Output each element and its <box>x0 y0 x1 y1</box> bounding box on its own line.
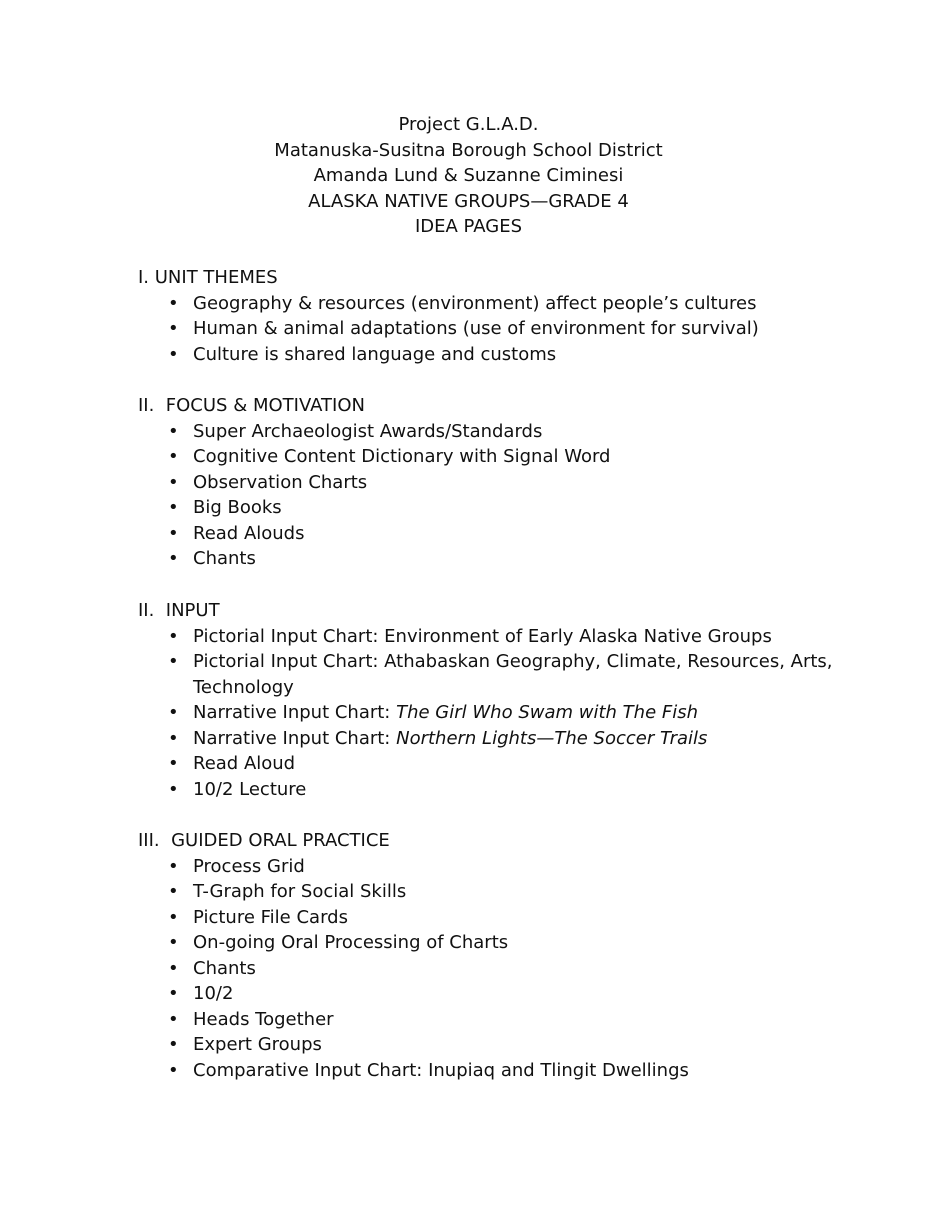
item-text: Pictorial Input Chart: Environment of Early Alaska Native Groups <box>193 625 772 647</box>
bullet-icon: • <box>168 292 179 314</box>
bullet-icon: • <box>168 906 179 928</box>
item-text: Comparative Input Chart: Inupiaq and Tlingit Dwellings <box>193 1059 689 1081</box>
header-page-title: IDEA PAGES <box>414 216 523 237</box>
bullet-icon: • <box>168 1034 179 1055</box>
item-text: Read Aloud <box>193 753 296 774</box>
header-unit-title: ALASKA NATIVE GROUPS—GRADE 4 <box>308 190 629 212</box>
bullet-list <box>138 854 898 1084</box>
list-item <box>138 1007 898 1033</box>
section-input <box>138 598 898 802</box>
bullet-icon: • <box>168 420 179 442</box>
list-item <box>138 291 898 317</box>
list-item <box>138 342 898 368</box>
list-item <box>138 777 898 803</box>
item-text: Picture File Cards <box>193 906 348 928</box>
section-guided-oral-practice <box>138 828 898 1083</box>
list-item <box>138 649 898 700</box>
list-item <box>138 930 898 956</box>
item-text: Cognitive Content Dictionary with Signal Word <box>193 446 611 467</box>
list-item <box>138 726 898 752</box>
story-title: Northern Lights—The Soccer Trails <box>396 727 708 749</box>
section-focus-motivation <box>138 393 898 572</box>
list-item <box>138 1058 898 1084</box>
list-item <box>138 854 898 880</box>
bullet-icon: • <box>168 702 179 723</box>
item-text: On-going Oral Processing of Charts <box>193 932 509 953</box>
bullet-icon: • <box>168 318 179 339</box>
bullet-icon: • <box>168 625 179 647</box>
bullet-icon: • <box>168 957 179 979</box>
bullet-icon: • <box>168 932 179 953</box>
list-item <box>138 521 898 547</box>
list-item <box>138 751 898 777</box>
list-item <box>138 879 898 905</box>
document-header <box>0 112 937 240</box>
list-item <box>138 470 898 496</box>
header-authors: Amanda Lund & Suzanne Ciminesi <box>313 165 624 186</box>
bullet-icon: • <box>168 753 179 774</box>
bullet-icon: • <box>168 522 179 544</box>
item-text: Narrative Input Chart: <box>193 727 397 749</box>
bullet-icon: • <box>168 881 179 902</box>
bullet-icon: • <box>168 548 179 569</box>
item-text: T-Graph for Social Skills <box>193 881 407 902</box>
bullet-icon: • <box>168 497 179 518</box>
list-item <box>138 981 898 1007</box>
item-text: Chants <box>193 548 256 569</box>
item-text: Pictorial Input Chart: Athabaskan Geography, Climate, Resources, Arts, Technology <box>193 651 833 698</box>
item-text: Super Archaeologist Awards/Standards <box>193 420 543 442</box>
item-text: Chants <box>193 957 256 979</box>
list-item <box>138 546 898 572</box>
list-item <box>138 700 898 726</box>
item-text: 10/2 <box>193 983 234 1004</box>
item-text: Process Grid <box>193 855 305 877</box>
section-title: II. INPUT <box>138 600 220 621</box>
header-school-district: Matanuska-Susitna Borough School District <box>274 139 663 161</box>
bullet-list <box>138 419 898 572</box>
list-item <box>138 905 898 931</box>
item-text: Observation Charts <box>193 471 368 493</box>
bullet-icon: • <box>168 1059 179 1081</box>
list-item <box>138 1032 898 1058</box>
item-text: 10/2 Lecture <box>193 778 307 800</box>
list-item <box>138 316 898 342</box>
item-text: Heads Together <box>193 1008 334 1030</box>
item-text: Human & animal adaptations (use of environment for survival) <box>193 318 759 339</box>
bullet-icon: • <box>168 471 179 493</box>
section-title: II. FOCUS & MOTIVATION <box>138 395 365 416</box>
item-text: Read Alouds <box>193 522 305 544</box>
bullet-icon: • <box>168 651 179 672</box>
list-item <box>138 624 898 650</box>
list-item <box>138 444 898 470</box>
item-text: Expert Groups <box>193 1034 322 1055</box>
header-project-title: Project G.L.A.D. <box>398 114 539 135</box>
bullet-list <box>138 291 898 368</box>
item-text: Culture is shared language and customs <box>193 343 557 365</box>
bullet-icon: • <box>168 727 179 749</box>
item-text: Geography & resources (environment) affect people’s cultures <box>193 292 757 314</box>
bullet-icon: • <box>168 778 179 800</box>
story-title: The Girl Who Swam with The Fish <box>396 702 699 723</box>
bullet-list <box>138 624 898 803</box>
list-item <box>138 956 898 982</box>
section-unit-themes <box>138 265 898 367</box>
bullet-icon: • <box>168 343 179 365</box>
bullet-icon: • <box>168 446 179 467</box>
item-text: Big Books <box>193 497 282 518</box>
section-title: III. GUIDED ORAL PRACTICE <box>138 830 390 851</box>
bullet-icon: • <box>168 983 179 1004</box>
section-title: I. UNIT THEMES <box>138 267 278 288</box>
list-item <box>138 419 898 445</box>
bullet-icon: • <box>168 855 179 877</box>
list-item <box>138 495 898 521</box>
bullet-icon: • <box>168 1008 179 1030</box>
item-text: Narrative Input Chart: <box>193 702 397 723</box>
